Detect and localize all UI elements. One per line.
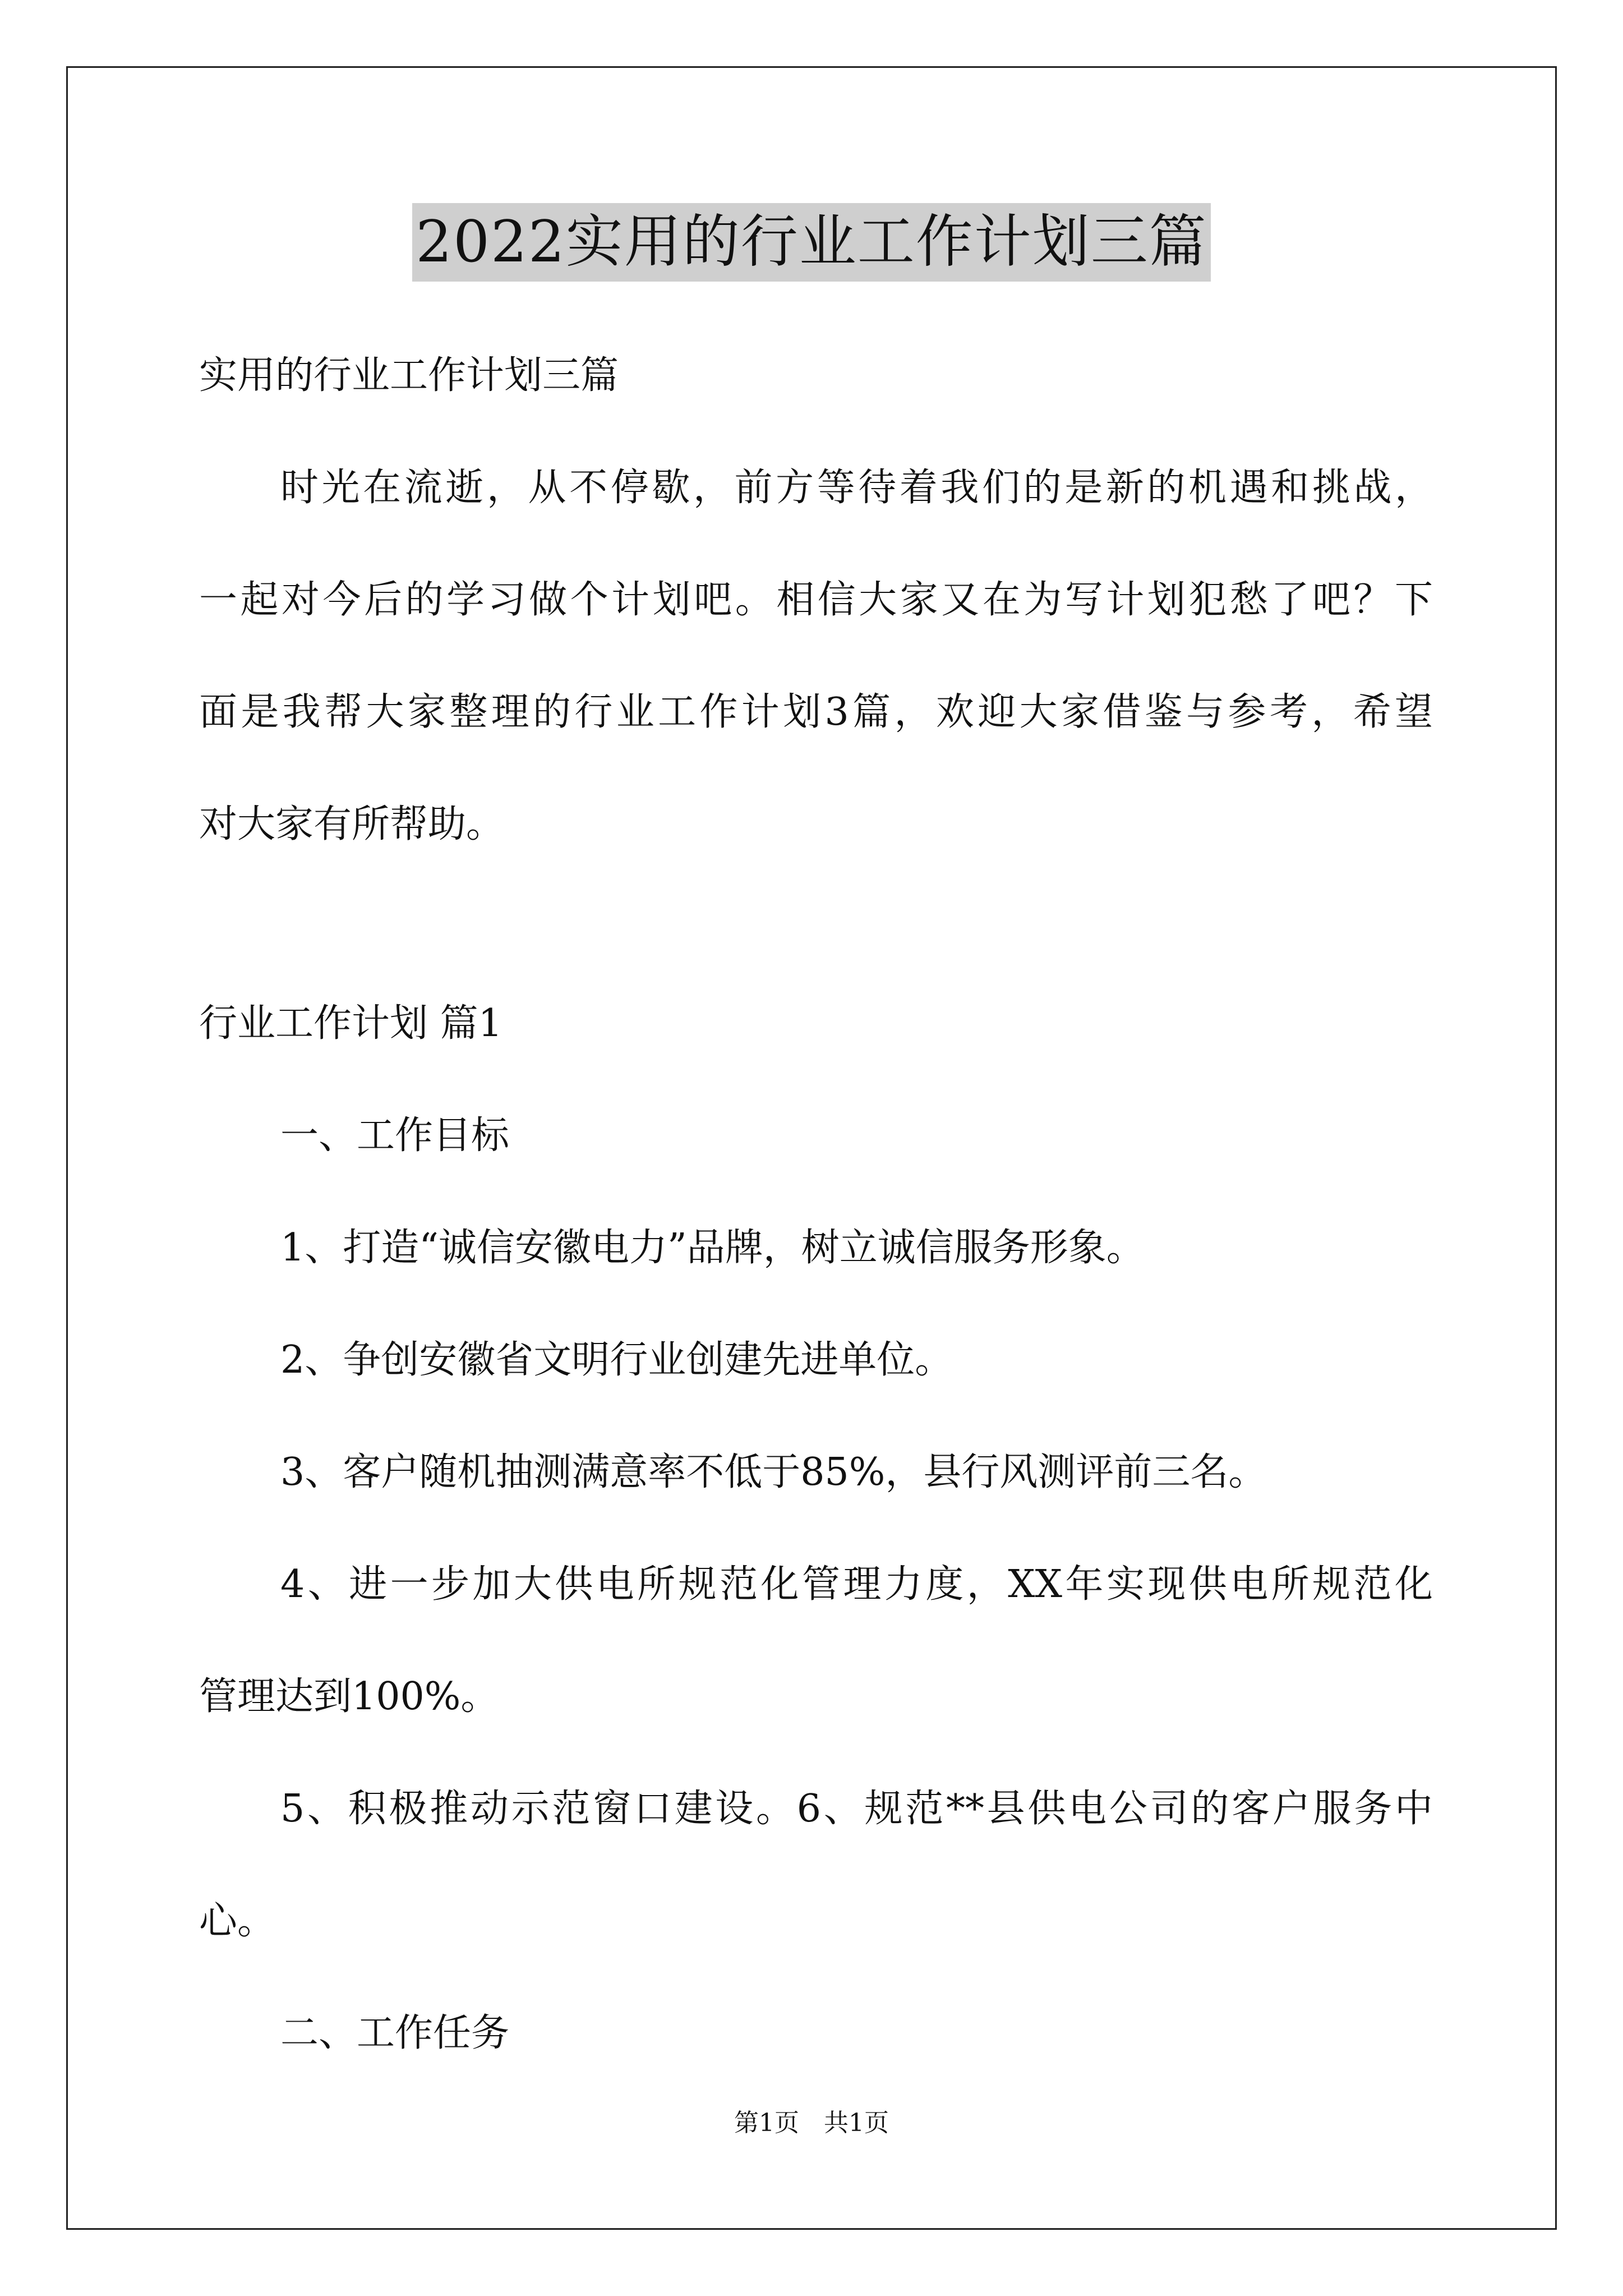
part1-heading: 一、工作目标 [280, 1114, 510, 1158]
page-footer: 第1页 共1页 [734, 2109, 889, 2137]
title-container [0, 203, 1623, 282]
document-subtitle: 实用的行业工作计划三篇 [199, 353, 619, 398]
intro-line-2: 一起对今后的学习做个计划吧。相信大家又在为写计划犯愁了吧？下 [199, 578, 1433, 622]
list-item-4: 4、进一步加大供电所规范化管理力度，XX年实现供电所规范化 [280, 1562, 1433, 1607]
list-item-4-continued: 管理达到100%。 [199, 1674, 499, 1719]
intro-line-3: 面是我帮大家整理的行业工作计划3篇，欢迎大家借鉴与参考，希望 [199, 690, 1433, 734]
list-item-5: 5、积极推动示范窗口建设。6、规范**县供电公司的客户服务中 [280, 1787, 1433, 1831]
list-item-1: 1、打造“诚信安徽电力”品牌，树立诚信服务形象。 [280, 1226, 1145, 1270]
list-item-3: 3、客户随机抽测满意率不低于85%，县行风测评前三名。 [280, 1450, 1267, 1494]
part2-heading: 二、工作任务 [280, 2011, 510, 2055]
section-heading: 行业工作计划 篇1 [199, 1001, 502, 1046]
document-title: 2022实用的行业工作计划三篇 [412, 203, 1211, 282]
intro-line-4: 对大家有所帮助。 [199, 802, 505, 846]
intro-line-1: 时光在流逝，从不停歇，前方等待着我们的是新的机遇和挑战， [280, 466, 1433, 510]
list-item-5-continued: 心。 [199, 1899, 276, 1943]
list-item-2: 2、争创安徽省文明行业创建先进单位。 [280, 1338, 953, 1382]
